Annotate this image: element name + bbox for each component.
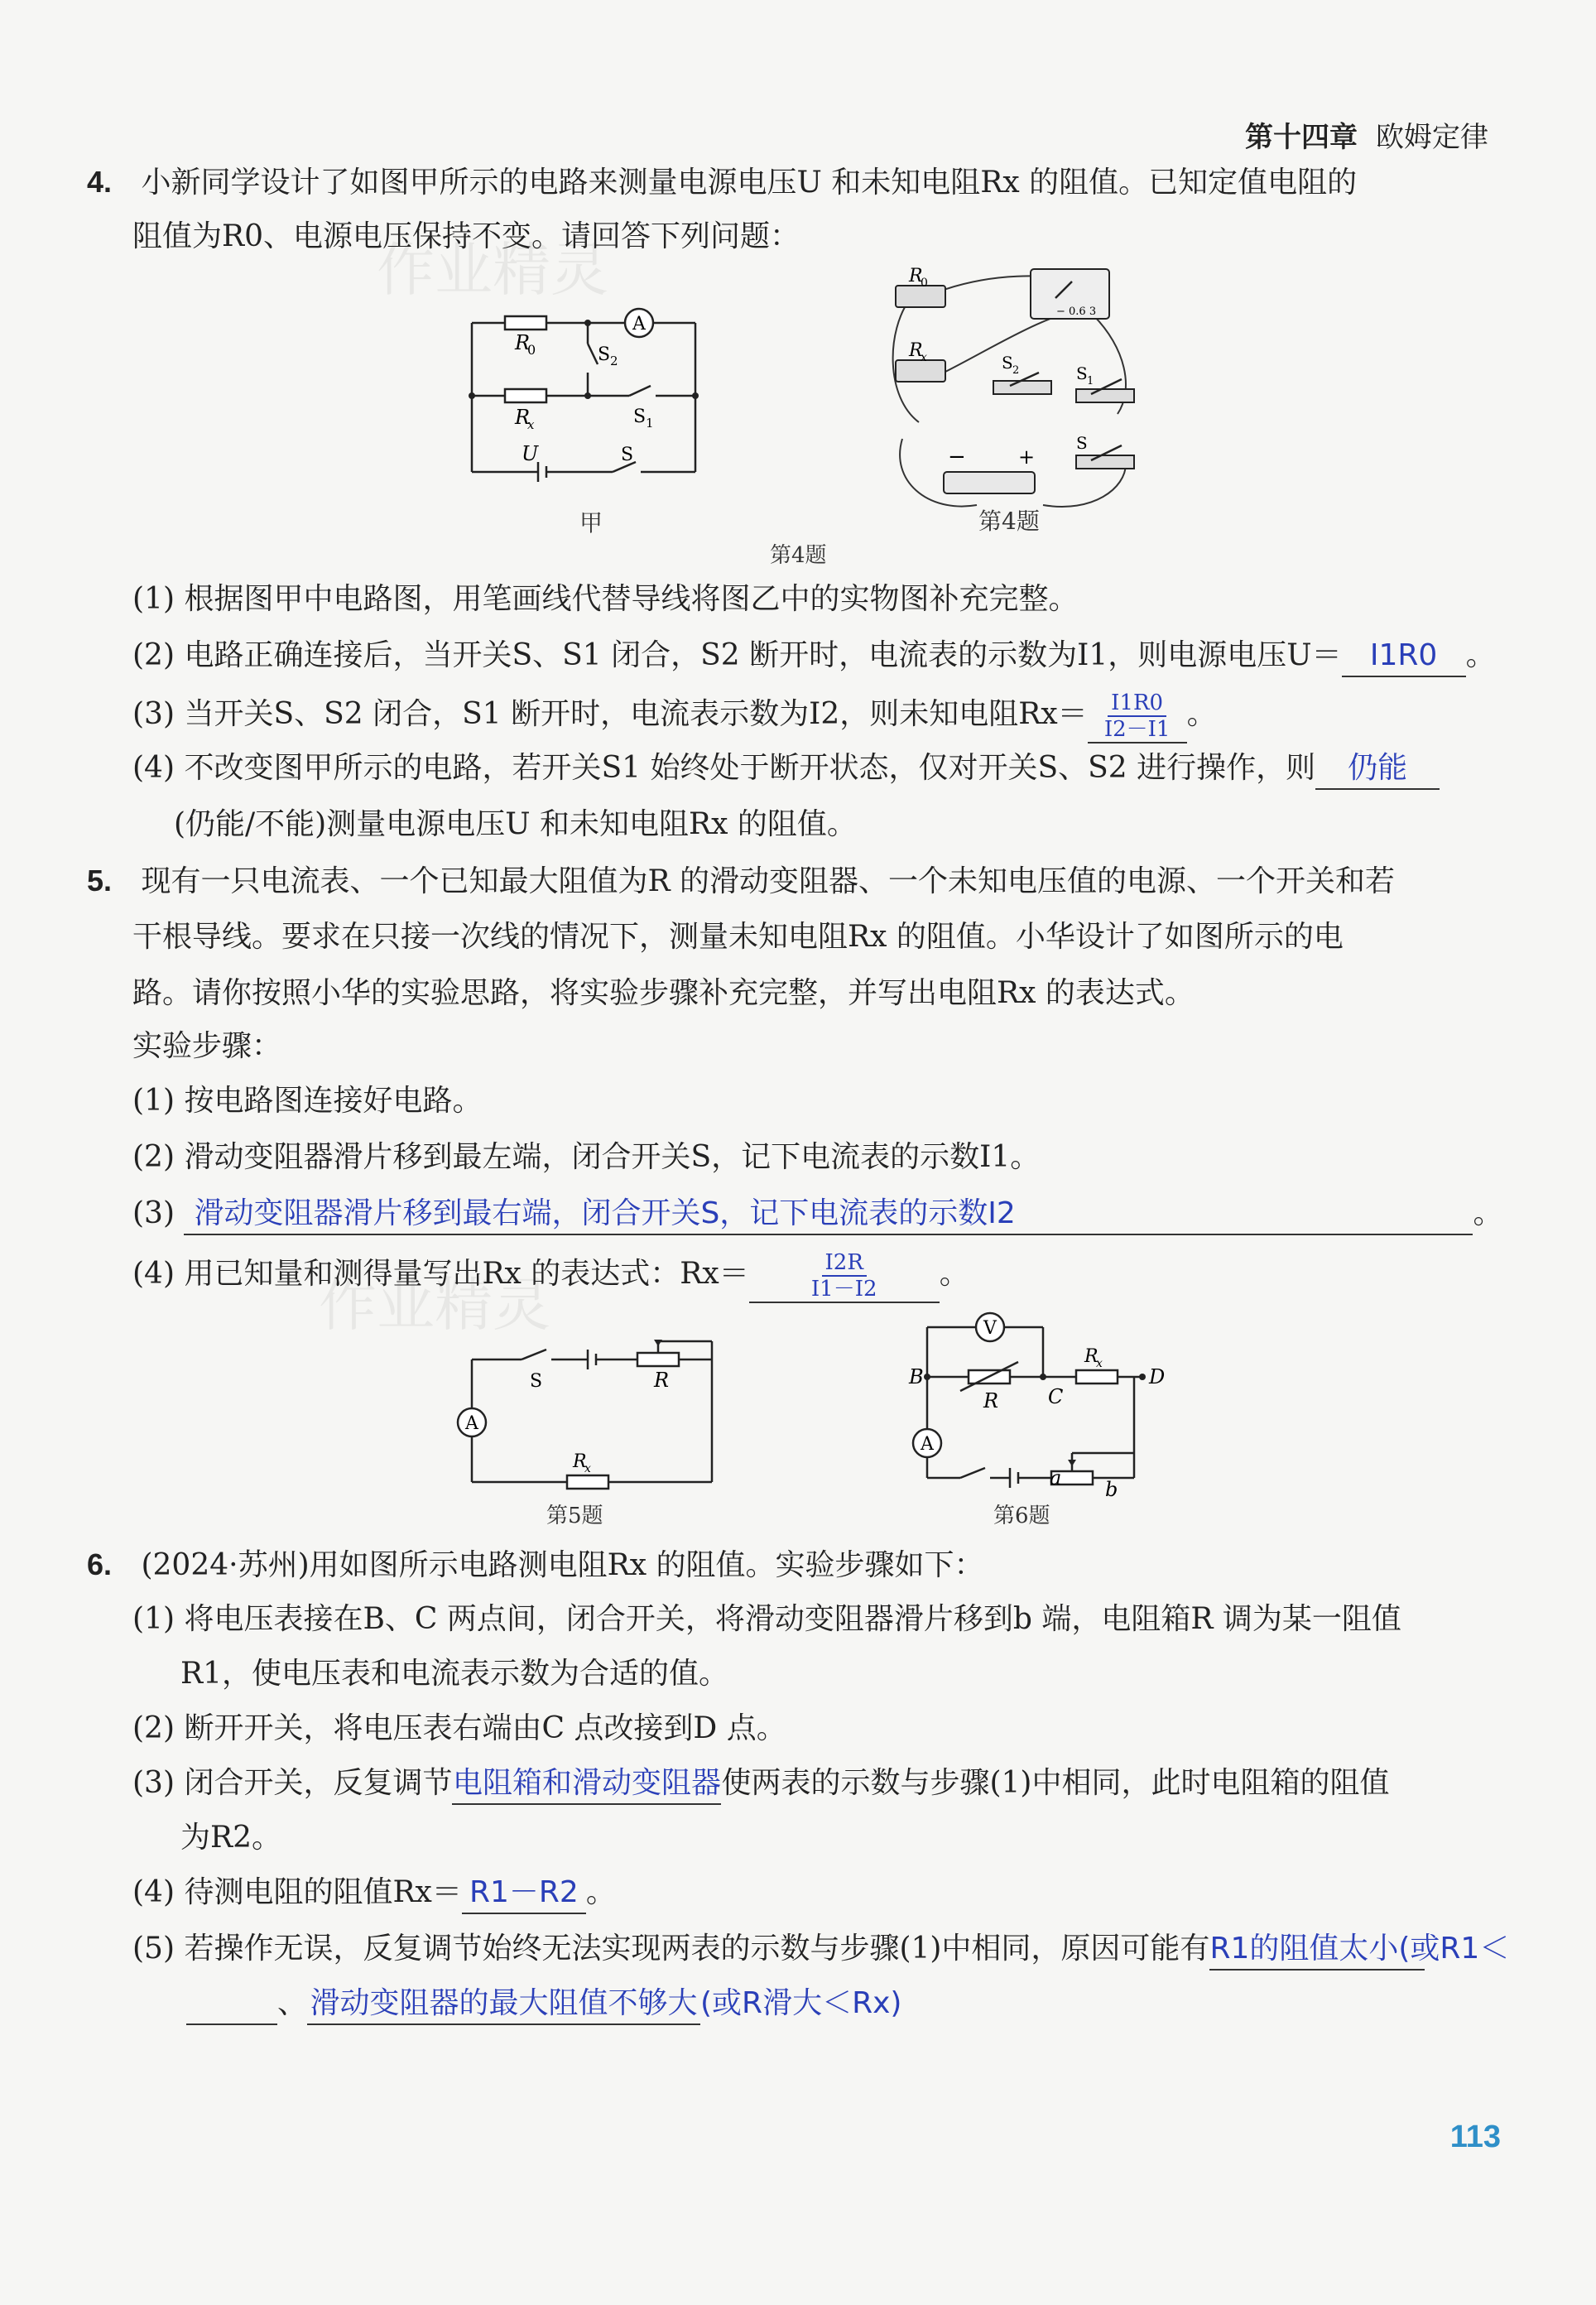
q5-stem-text1: 现有一只电流表、一个已知最大阻值为R 的滑动变阻器、一个未知电压值的电源、一个开关和若 [141, 864, 1396, 898]
q5-circuit-diagram [447, 1316, 728, 1499]
svg-text:S: S [633, 407, 647, 427]
q6-step1-line2: R1，使电压表和电流表示数为合适的值。 [180, 1657, 729, 1691]
svg-text:R: R [515, 331, 531, 354]
q4-stem-text1: 小新同学设计了如图甲所示的电路来测量电源电压U 和未知电阻Rx 的阻值。已知定值电阻的 [141, 166, 1358, 200]
svg-text:− 0.6 3: − 0.6 3 [1056, 306, 1097, 318]
chapter-header [1245, 114, 1488, 155]
svg-text:U: U [522, 442, 539, 465]
q6-step4-answer: R1－R2 [469, 1875, 579, 1909]
q6-step4 [132, 1873, 616, 1914]
q6-step3-line2: 为R2。 [180, 1821, 282, 1855]
q5-stem-line3: 路。请你按照小华的实验思路，将实验步骤补充完整，并写出电阻Rx 的表达式。 [132, 976, 1195, 1010]
q4-part4-blank [1315, 748, 1440, 790]
svg-text:S: S [598, 344, 611, 365]
q6-step5-line1 [132, 1929, 1510, 1971]
q5-step4-fraction [811, 1250, 877, 1302]
q5-step3-label: (3) [132, 1196, 175, 1230]
q5-step3 [132, 1194, 1502, 1235]
watermark: 作业精灵 [377, 236, 608, 304]
svg-text:S: S [1076, 433, 1088, 453]
svg-text:R: R [573, 1451, 587, 1472]
svg-text:+: + [1018, 445, 1036, 469]
q4-part2 [132, 636, 1496, 677]
svg-text:B: B [909, 1365, 924, 1388]
q6-step5-separator: 、 [277, 1986, 308, 2020]
svg-text:C: C [1048, 1385, 1064, 1408]
q4-part3 [132, 691, 1217, 743]
svg-text:R: R [909, 266, 923, 286]
q5-step4-blank [749, 1250, 940, 1303]
q5-steps-label: 实验步骤： [132, 1029, 282, 1063]
q4-part4-text: (4) 不改变图甲所示的电路，若开关S1 始终处于断开状态，仅对开关S、S2 进行操作，则 [132, 751, 1316, 785]
q6-step3-blank [452, 1764, 721, 1805]
svg-text:x: x [584, 1462, 591, 1475]
q6-step3-text2: 使两表的示数与步骤(1)中相同，此时电阻箱的阻值 [721, 1766, 1390, 1800]
q5-step3-answer: 滑动变阻器滑片移到最右端，闭合开关S，记下电流表的示数I2 [194, 1196, 1016, 1230]
q6-step3-text: (3) 闭合开关，反复调节 [132, 1766, 453, 1800]
svg-text:b: b [1105, 1478, 1118, 1499]
q6-figure-caption: 第6题 [993, 1504, 1050, 1528]
q4-stem-line2: 阻值为R0、电源电压保持不变。请回答下列问题： [132, 219, 800, 253]
q5-figure-caption: 第5题 [546, 1504, 603, 1528]
svg-text:1: 1 [1087, 375, 1094, 387]
q4-part4-line2: (仍能/不能)测量电源电压U 和未知电阻Rx 的阻值。 [174, 807, 857, 841]
q5-step3-blank [184, 1194, 1473, 1235]
svg-text:R: R [983, 1389, 999, 1412]
q4-figure-jia-label: 甲 [579, 509, 603, 537]
q4-part3-fraction [1104, 691, 1171, 742]
q4-part3-blank [1088, 691, 1187, 743]
q6-step5-blank2 [307, 1984, 700, 2025]
page-number: 113 [1449, 2120, 1501, 2154]
q6-number: 6. [87, 1547, 113, 1581]
q6-step3-line1 [132, 1764, 1389, 1805]
q5-stem-line1 [87, 861, 1395, 902]
q4-part2-text: (2) 电路正确连接后，当开关S、S1 闭合，S2 断开时，电流表的示数为I1，则电源电压U＝ [132, 638, 1342, 672]
svg-text:2: 2 [610, 354, 618, 368]
svg-text:a: a [1050, 1466, 1062, 1489]
svg-text:R: R [909, 340, 923, 361]
q4-part1: (1) 根据图甲中电路图，用笔画线代替导线将图乙中的实物图补充完整。 [132, 582, 1079, 616]
q6-stem [87, 1545, 984, 1586]
svg-text:x: x [527, 417, 535, 432]
svg-text:A: A [465, 1413, 478, 1434]
q5-step4-numerator: I2R [822, 1250, 867, 1277]
q6-circuit-diagram [902, 1304, 1184, 1499]
q4-number: 4. [87, 165, 113, 199]
q6-step5-answer3: (或R滑大＜Rx) [700, 1986, 902, 2020]
q4-part2-end: 。 [1465, 638, 1496, 672]
q4-part2-answer: I1R0 [1369, 638, 1438, 672]
svg-text:R: R [654, 1369, 670, 1392]
q4-part4-line1 [132, 748, 1440, 790]
q4-figure-caption: 第4题 [770, 543, 827, 568]
svg-text:S: S [1002, 353, 1013, 373]
svg-text:A: A [921, 1434, 934, 1455]
svg-text:0: 0 [921, 277, 928, 290]
q4-part3-numerator: I1R0 [1108, 691, 1166, 717]
q5-step1: (1) 按电路图连接好电路。 [132, 1084, 483, 1118]
chapter-title: 欧姆定律 [1376, 121, 1488, 154]
q4-part4-answer: 仍能 [1348, 751, 1408, 785]
svg-text:R: R [1084, 1346, 1098, 1367]
svg-text:−: − [948, 445, 966, 469]
svg-text:x: x [921, 351, 927, 364]
svg-text:R: R [515, 406, 531, 429]
q4-part3-text: (3) 当开关S、S2 闭合，S1 断开时，电流表示数为I2，则未知电阻Rx＝ [132, 697, 1088, 731]
q6-step5-line2 [186, 1984, 901, 2025]
q4-physical-apparatus-diagram [877, 265, 1151, 530]
svg-text:D: D [1149, 1365, 1166, 1388]
q6-stem-text: (2024·苏州)用如图所示电路测电阻Rx 的阻值。实验步骤如下： [141, 1548, 984, 1582]
q4-circuit-diagram-jia [464, 298, 712, 530]
q5-step4 [132, 1250, 969, 1303]
q6-step1-line1: (1) 将电压表接在B、C 两点间，闭合开关，将滑动变阻器滑片移到b 端，电阻箱R 调为某一阻值 [132, 1602, 1401, 1636]
svg-text:S: S [1076, 363, 1088, 383]
q5-step4-text: (4) 用已知量和测得量写出Rx 的表达式：Rx＝ [132, 1257, 749, 1291]
q5-step4-denominator: I1－I2 [810, 1277, 877, 1302]
q6-step4-text: (4) 待测电阻的阻值Rx＝ [132, 1875, 462, 1909]
svg-text:1: 1 [646, 416, 654, 431]
q5-stem-line2: 干根导线。要求在只接一次线的情况下，测量未知电阻Rx 的阻值。小华设计了如图所示的电 [132, 920, 1344, 954]
q5-step4-end: 。 [939, 1257, 969, 1291]
q6-step3-answer: 电阻箱和滑动变阻器 [452, 1766, 721, 1800]
q5-step2: (2) 滑动变阻器滑片移到最左端，闭合开关S，记下电流表的示数I1。 [132, 1140, 1041, 1174]
svg-text:A: A [632, 314, 646, 334]
q4-figure-yi-label: 第4题 [978, 508, 1040, 535]
svg-text:S: S [621, 445, 634, 465]
q6-step5-answer2: 滑动变阻器的最大阻值不够大 [310, 1986, 698, 2020]
svg-text:S: S [530, 1371, 543, 1392]
q6-step5-text: (5) 若操作无误，反复调节始终无法实现两表的示数与步骤(1)中相同，原因可能有 [132, 1932, 1210, 1966]
chapter-number: 第十四章 [1245, 121, 1358, 154]
svg-text:x: x [1096, 1357, 1103, 1370]
q5-step3-end: 。 [1473, 1196, 1503, 1230]
q4-stem-line1 [87, 162, 1357, 203]
q4-part3-end: 。 [1186, 697, 1217, 731]
watermark: 作业精灵 [319, 1271, 550, 1339]
q6-step5-blank1-cont [186, 1984, 277, 2025]
q4-part2-blank [1342, 636, 1466, 677]
q6-step4-end: 。 [585, 1875, 616, 1909]
q6-step5-answer1: R1的阻值太小(或R1＜ [1209, 1932, 1510, 1966]
svg-text:0: 0 [527, 342, 536, 358]
q6-step4-blank [462, 1873, 586, 1914]
svg-text:2: 2 [1012, 364, 1020, 377]
q4-part3-denominator: I2－I1 [1103, 717, 1171, 742]
q6-step5-blank1 [1209, 1929, 1510, 1971]
svg-text:V: V [983, 1318, 997, 1339]
q6-step2: (2) 断开开关，将电压表右端由C 点改接到D 点。 [132, 1711, 786, 1745]
q5-number: 5. [87, 864, 113, 897]
